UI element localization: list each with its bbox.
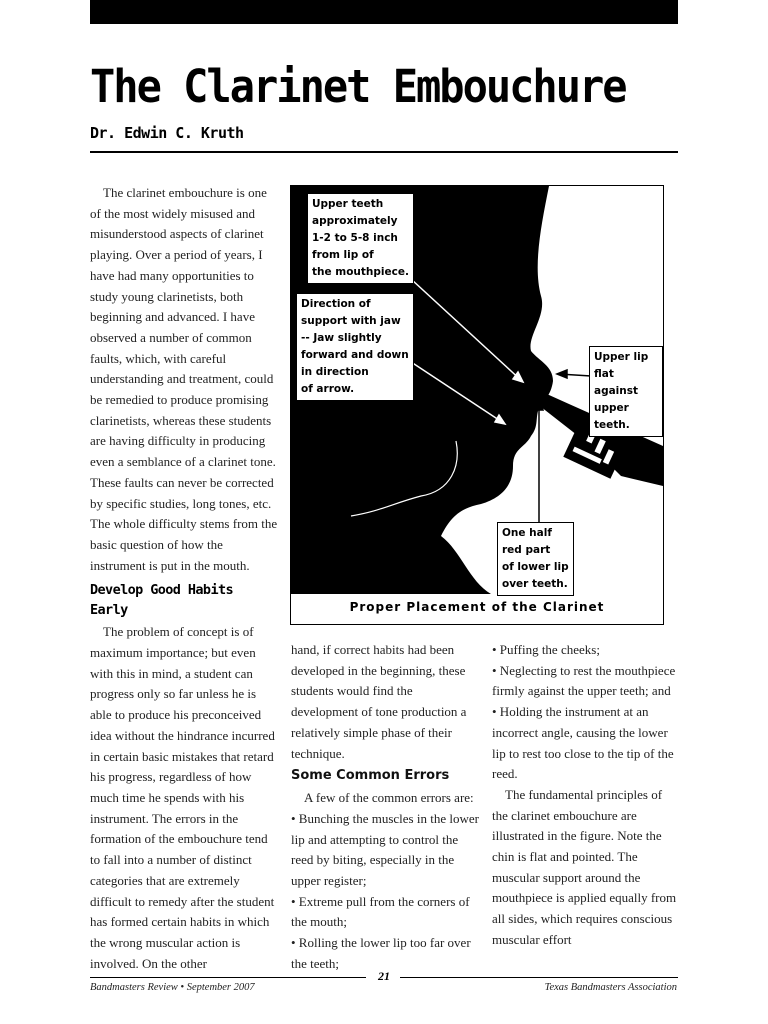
column-right (492, 640, 678, 951)
article-title: The Clarinet Embouchure (90, 60, 626, 113)
footer-association: Texas Bandmasters Association (544, 982, 677, 993)
list-item: • Rolling the lower lip too far over the teeth; (291, 935, 471, 971)
column-left (90, 183, 278, 974)
list-item: • Bunching the muscles in the lower lip and attempting to control the reed by biting, especially in the upper register; (291, 810, 479, 889)
paragraph-intro: The clarinet embouchure is one of the most widely misused and misunderstood aspects of clarinet playing. Over a period of years, I have had many opportunities to study young clarinetists, both beginning and advanced. I have observed a number of common faults, which, with careful understanding and treatment, could be remedied to produce promising clarinetists, whereas these students are having difficulty in producing even a semblance of a clarinet tone. These faults can never be corrected by specific studies, long tones, etc. The whole difficulty stems from the basic question of how the instrument is put in the mouth. (90, 185, 278, 573)
callout-upper-lip: Upper lip flat against upper teeth. (589, 346, 663, 437)
paragraph-continued: hand, if correct habits had been developed in the beginning, these students would find the development of tone production a relatively simple phase of their technique. (291, 642, 467, 761)
paragraph-concept: The problem of concept is of maximum importance; but even with this in mind, a student can progress only so far unless he is able to produce his preconceived idea without the hindrance incurred in certain basic mistakes that retard his progress, regardless of how much time he spends with his instrument. The errors in the formation of the embouchure tend to fall into a number of distinct categories that are extremely difficult to remedy after the student has formed certain habits in which the wrong muscular action is involved. On the other (90, 624, 275, 971)
subhead-common-errors: Some Common Errors (291, 768, 450, 784)
callout-upper-teeth: Upper teeth approximately 1-2 to 5-8 inch from lip of the mouthpiece. (307, 193, 414, 284)
list-item: • Extreme pull from the corners of the mouth; (291, 893, 470, 930)
footer-publication: Bandmasters Review • September 2007 (90, 982, 255, 993)
list-item: • Holding the instrument at an incorrect angle, causing the lower lip to rest too close to the tip of the reed. (492, 704, 674, 782)
author-byline: Dr. Edwin C. Kruth (90, 124, 244, 142)
embouchure-figure (290, 185, 664, 625)
figure-caption: Proper Placement of the Clarinet (349, 600, 605, 614)
list-item: • Puffing the cheeks; (492, 642, 600, 657)
subhead-develop-habits: Develop Good Habits Early (90, 582, 234, 619)
footer-rule-left (90, 977, 366, 978)
footer-rule-right (400, 977, 678, 978)
header-rule (90, 151, 678, 153)
header-bar (90, 0, 678, 24)
page-number: 21 (378, 969, 390, 983)
callout-lower-lip: One half red part of lower lip over teeth. (497, 522, 574, 596)
paragraph-errors-intro: A few of the common errors are: (304, 790, 474, 806)
column-middle (291, 640, 481, 975)
paragraph-principles: The fundamental principles of the clarinet embouchure are illustrated in the figure. Note the chin is flat and pointed. The muscular support around the mouthpiece is applied equally from all sides, which requires conscious muscular effort (492, 786, 677, 947)
list-item: • Neglecting to rest the mouthpiece firmly against the upper teeth; and (492, 662, 676, 699)
callout-jaw-direction: Direction of support with jaw -- Jaw slightly forward and down in direction of arrow. (296, 293, 414, 401)
